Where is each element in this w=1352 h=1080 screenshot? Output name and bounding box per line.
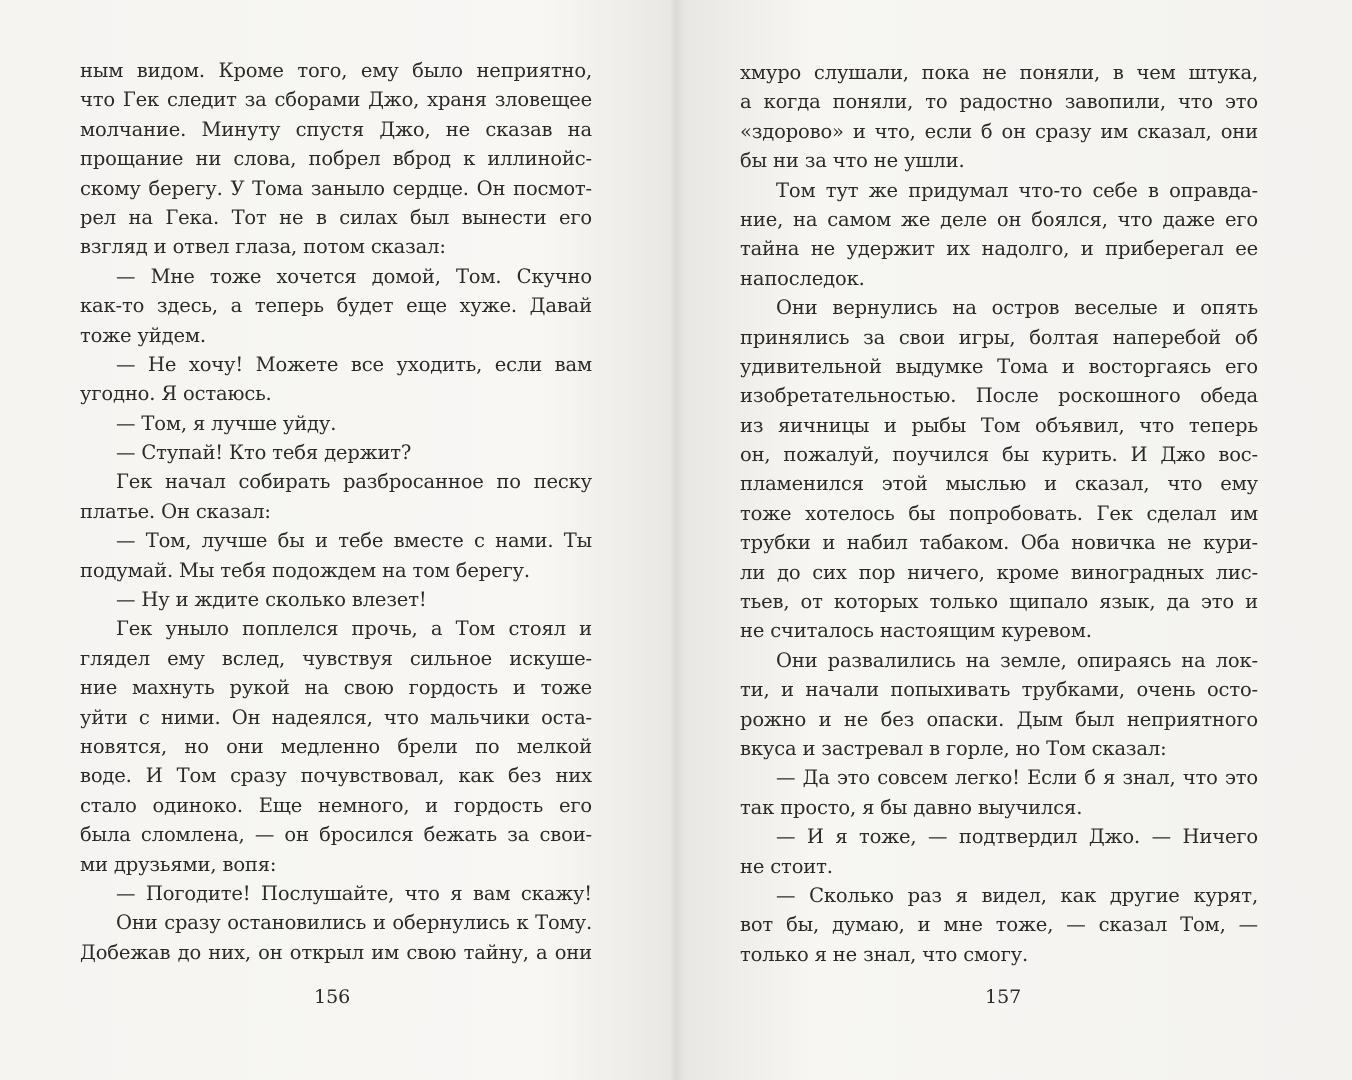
text-line: Гек начал собирать разбросанное по песку [116, 470, 592, 494]
text-line: Они сразу остановились и обернулись к Тому. [116, 911, 592, 935]
text-line: тайна не удержит их надолго, и приберегал ее [740, 237, 1258, 261]
right-page-text [740, 58, 1258, 969]
text-line: пламенился этой мыслью и сказал, что ему [740, 472, 1258, 496]
text-line: была сломлена, — он бросился бежать за свои- [80, 823, 592, 847]
text-line: вкуса и застревал в горле, но Том сказал: [740, 736, 1167, 760]
page-number-left: 156 [314, 986, 351, 1008]
text-line: вот бы, думаю, и мне тоже, — сказал Том, — [740, 913, 1258, 937]
text-line: уйти с ними. Он надеялся, что мальчики оста- [80, 705, 592, 729]
text-line: — Ну и ждите сколько влезет! [116, 588, 427, 612]
text-line: ли до сих пор ничего, кроме виноградных лис- [740, 560, 1258, 584]
text-line: — Мне тоже хочется домой, Том. Скучно [116, 264, 592, 288]
text-line: — Том, лучше бы и тебе вместе с нами. Ты [116, 529, 592, 553]
text-line: — Ступай! Кто тебя держит? [116, 441, 412, 465]
text-line: — Том, я лучше уйду. [116, 411, 337, 435]
text-line: изобретательностью. После роскошного обеда [740, 384, 1258, 408]
text-line: ми друзьями, вопя: [80, 852, 277, 876]
text-line: — Сколько раз я видел, как другие курят, [776, 883, 1258, 907]
text-line: «здорово» и что, если б он сразу им сказал, они [740, 119, 1258, 143]
text-line: что Гек следит за сборами Джо, храня зловещее [80, 88, 592, 112]
text-line: рожно и не без опаски. Дым был неприятного [740, 707, 1258, 731]
left-page-text [80, 56, 592, 967]
text-line: — Да это совсем легко! Если б я знал, что это [776, 766, 1258, 790]
text-line: трубки и набил табаком. Оба новичка не кури- [740, 531, 1258, 555]
text-line: тьев, от которых только щипало язык, да это и [740, 590, 1258, 614]
text-line: удивительной выдумке Тома и восторгаясь его [740, 354, 1258, 378]
text-line: — И я тоже, — подтвердил Джо. — Ничего [776, 825, 1258, 849]
text-line: тоже уйдем. [80, 323, 206, 347]
text-line: Они вернулись на остров веселые и опять [776, 296, 1258, 320]
text-line: а когда поняли, то радостно завопили, что это [740, 90, 1258, 114]
text-line: как-то здесь, а теперь будет еще хуже. Давай [80, 294, 592, 318]
text-line: прощание ни слова, побрел вброд к иллинойс- [80, 147, 592, 171]
text-line: бы ни за что не ушли. [740, 149, 965, 173]
text-line: подумай. Мы тебя подождем на том берегу. [80, 558, 530, 582]
page-number-right: 157 [985, 986, 1022, 1008]
text-line: тоже хотелось бы попробовать. Гек сделал им [740, 501, 1258, 525]
text-line: так просто, я бы давно выучился. [740, 795, 1083, 819]
text-line: скому берегу. У Тома заныло сердце. Он посмот- [80, 176, 592, 200]
text-line: из яичницы и рыбы Том объявил, что теперь [740, 413, 1258, 437]
text-line: ние махнуть рукой на свою гордость и тоже [80, 676, 592, 700]
text-line: Гек уныло поплелся прочь, а Том стоял и [116, 617, 592, 641]
text-line: принялись за свои игры, болтая наперебой об [740, 325, 1258, 349]
text-line: глядел ему вслед, чувствуя сильное искуше- [80, 646, 592, 670]
text-line: — Не хочу! Можете все уходить, если вам [116, 352, 592, 376]
text-line: платье. Он сказал: [80, 499, 271, 523]
text-line: Добежав до них, он открыл им свою тайну, а они [80, 940, 592, 964]
text-line: он, пожалуй, поучился бы курить. И Джо вос- [740, 443, 1258, 467]
text-line: молчание. Минуту спустя Джо, не сказав на [80, 117, 592, 141]
text-line: ти, и начали попыхивать трубками, очень осто- [740, 678, 1258, 702]
text-line: угодно. Я остаюсь. [80, 382, 272, 406]
text-line: только я не знал, что смогу. [740, 942, 1029, 966]
text-line: новятся, но они медленно брели по мелкой [80, 734, 592, 758]
text-line: Они развалились на земле, опираясь на лок- [776, 648, 1258, 672]
text-line: взгляд и отвел глаза, потом сказал: [80, 235, 446, 259]
text-line: ние, на самом же деле он боялся, что даже его [740, 207, 1258, 231]
text-line: воде. И Том сразу почувствовал, как без них [80, 764, 592, 788]
text-line: не стоит. [740, 854, 833, 878]
text-line: стало одиноко. Еще немного, и гордость его [80, 793, 592, 817]
text-line: не считалось настоящим куревом. [740, 619, 1092, 643]
text-line: ным видом. Кроме того, ему было неприятно, [80, 59, 592, 82]
text-line: — Погодите! Послушайте, что я вам скажу! [116, 881, 592, 905]
text-line: напоследок. [740, 266, 865, 290]
right-page [676, 0, 1352, 1080]
text-line: рел на Гека. Тот не в силах был вынести его [80, 205, 592, 229]
text-line: хмуро слушали, пока не поняли, в чем штука, [740, 61, 1258, 84]
text-line: Том тут же придумал что-то себе в оправда- [776, 178, 1258, 202]
